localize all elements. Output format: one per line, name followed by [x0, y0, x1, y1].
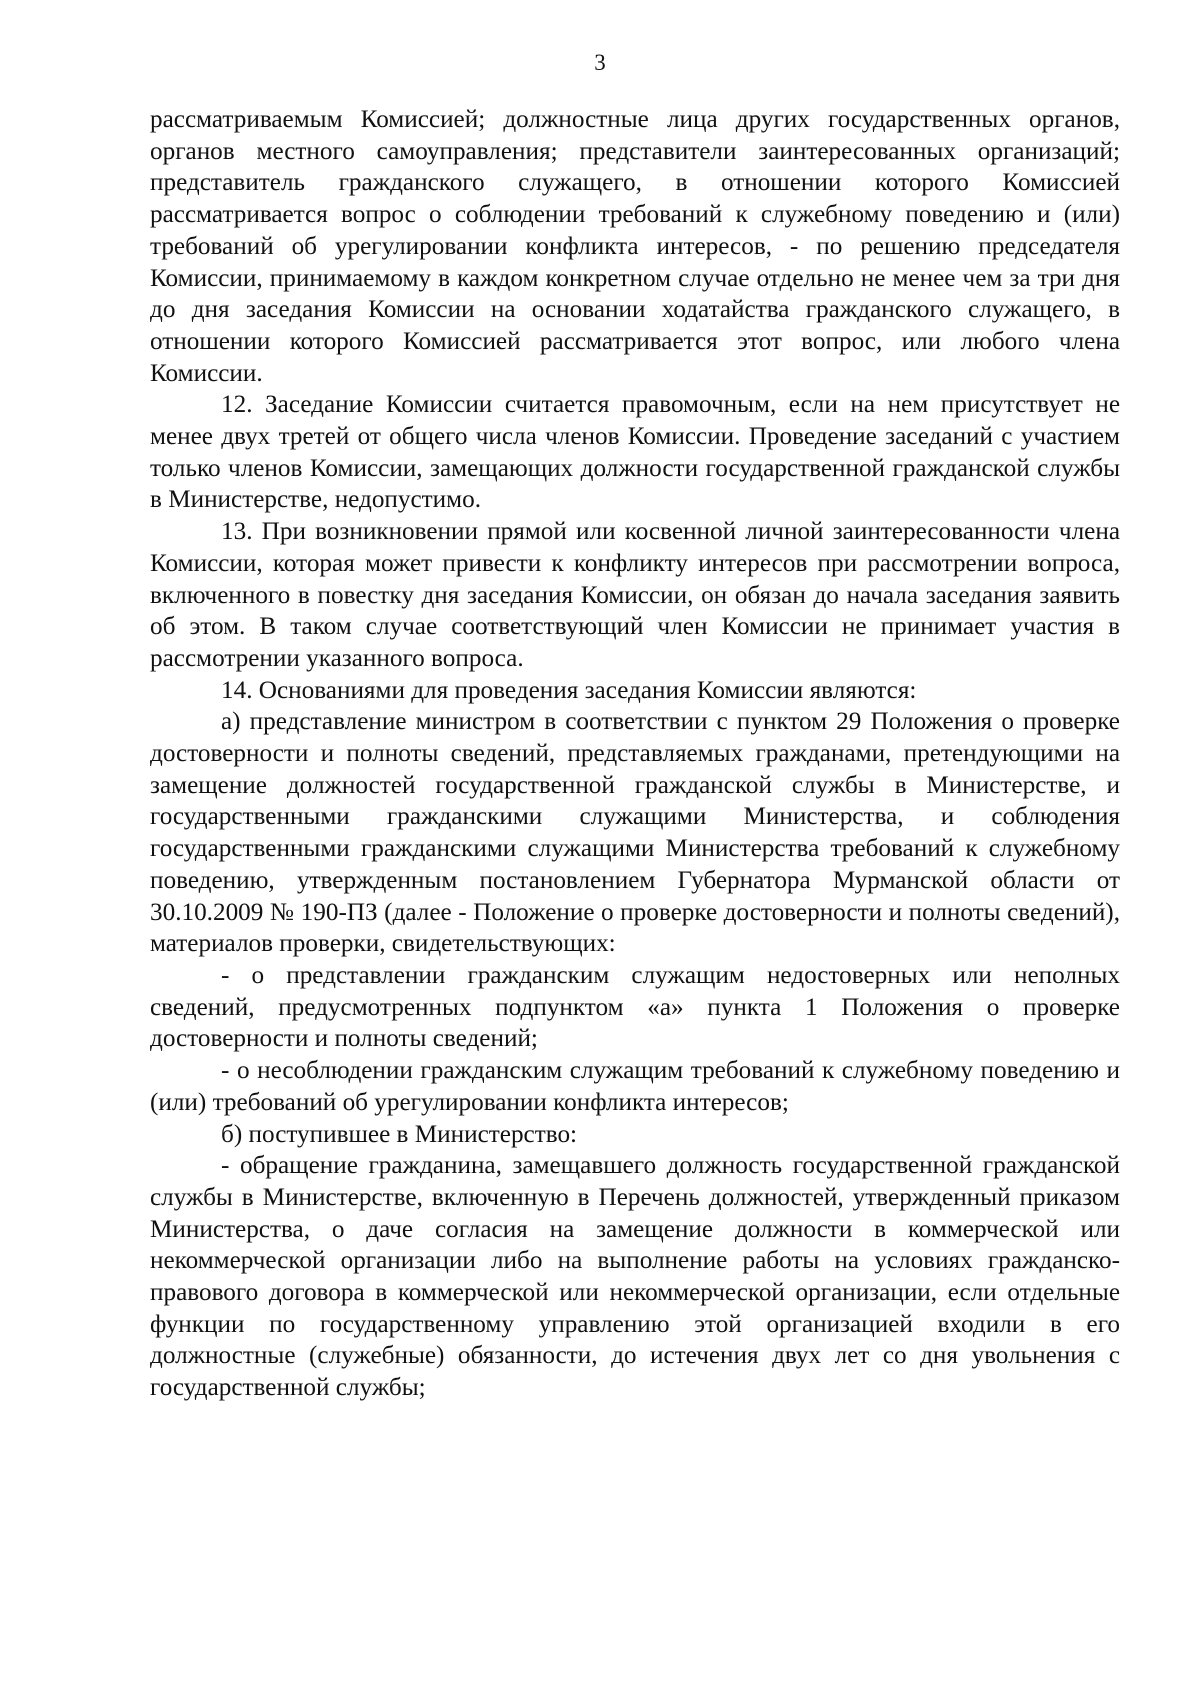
- paragraph-13: 13. При возникновении прямой или косвенной личной заинтересованности члена Комиссии, которая может привести к конфликту интересов при рассмотрении вопроса, включенного в повестку дня заседания Комиссии, он обязан до начала заседания заявить об этом. В таком случае соответствующий член Комиссии не принимает участия в рассмотрении указанного вопроса.: [150, 518, 1120, 672]
- paragraph-12: 12. Заседание Комиссии считается правомочным, если на нем присутствует не менее двух третей от общего числа членов Комиссии. Проведение заседаний с участием только членов Комиссии, замещающих должности государственной гражданской службы в Министерстве, недопустимо.: [150, 391, 1120, 514]
- paragraph-14-b: б) поступившее в Министерство:: [221, 1120, 578, 1148]
- paragraph-14-b-item-1: - обращение гражданина, замещавшего должность государственной гражданской службы в Министерстве, включенную в Перечень должностей, утвержденный приказом Министерства, о даче согласия на замещение должности в коммерческой или некоммерческой организации либо на выполнение работы на условиях гражданско-правового договора в коммерческой или некоммерческой организации, если отдельные функции по государственному управлению этой организацией входили в его должностные (служебные) обязанности, до истечения двух лет со дня увольнения с государственной службы;: [150, 1152, 1120, 1402]
- paragraph-14: 14. Основаниями для проведения заседания Комиссии являются:: [221, 676, 917, 704]
- paragraph-14-a-item-2: - о несоблюдении гражданским служащим требований к служебному поведению и (или) требований об урегулировании конфликта интересов;: [150, 1057, 1120, 1116]
- page-number: 3: [594, 50, 606, 75]
- paragraph-14-a: а) представление министром в соответствии с пунктом 29 Положения о проверке достоверности и полноты сведений, представляемых гражданами, претендующими на замещение должностей государственной гражданской службы в Министерстве, и государственными гражданскими служащими Министерства, и соблюдения государственными гражданскими служащими Министерства требований к служебному поведению, утвержденным постановлением Губернатора Мурманской области от 30.10.2009 № 190-ПЗ (далее - Положение о проверке достоверности и полноты сведений), материалов проверки, свидетельствующих:: [150, 708, 1120, 958]
- paragraph-14-a-item-1: - о представлении гражданским служащим недостоверных или неполных сведений, предусмотренных подпунктом «а» пункта 1 Положения о проверке достоверности и полноты сведений;: [150, 961, 1120, 1053]
- document-body: [150, 104, 1120, 1404]
- paragraph-continuation: рассматриваемым Комиссией; должностные лица других государственных органов, органов местного самоуправления; представители заинтересованных организаций; представитель гражданского служащего, в отношении которого Комиссией рассматривается вопрос о соблюдении требований к служебному поведению и (или) требований об урегулировании конфликта интересов, - по решению председателя Комиссии, принимаемому в каждом конкретном случае отдельно не менее чем за три дня до дня заседания Комиссии на основании ходатайства гражданского служащего, в отношении которого Комиссией рассматривается этот вопрос, или любого члена Комиссии.: [150, 106, 1120, 387]
